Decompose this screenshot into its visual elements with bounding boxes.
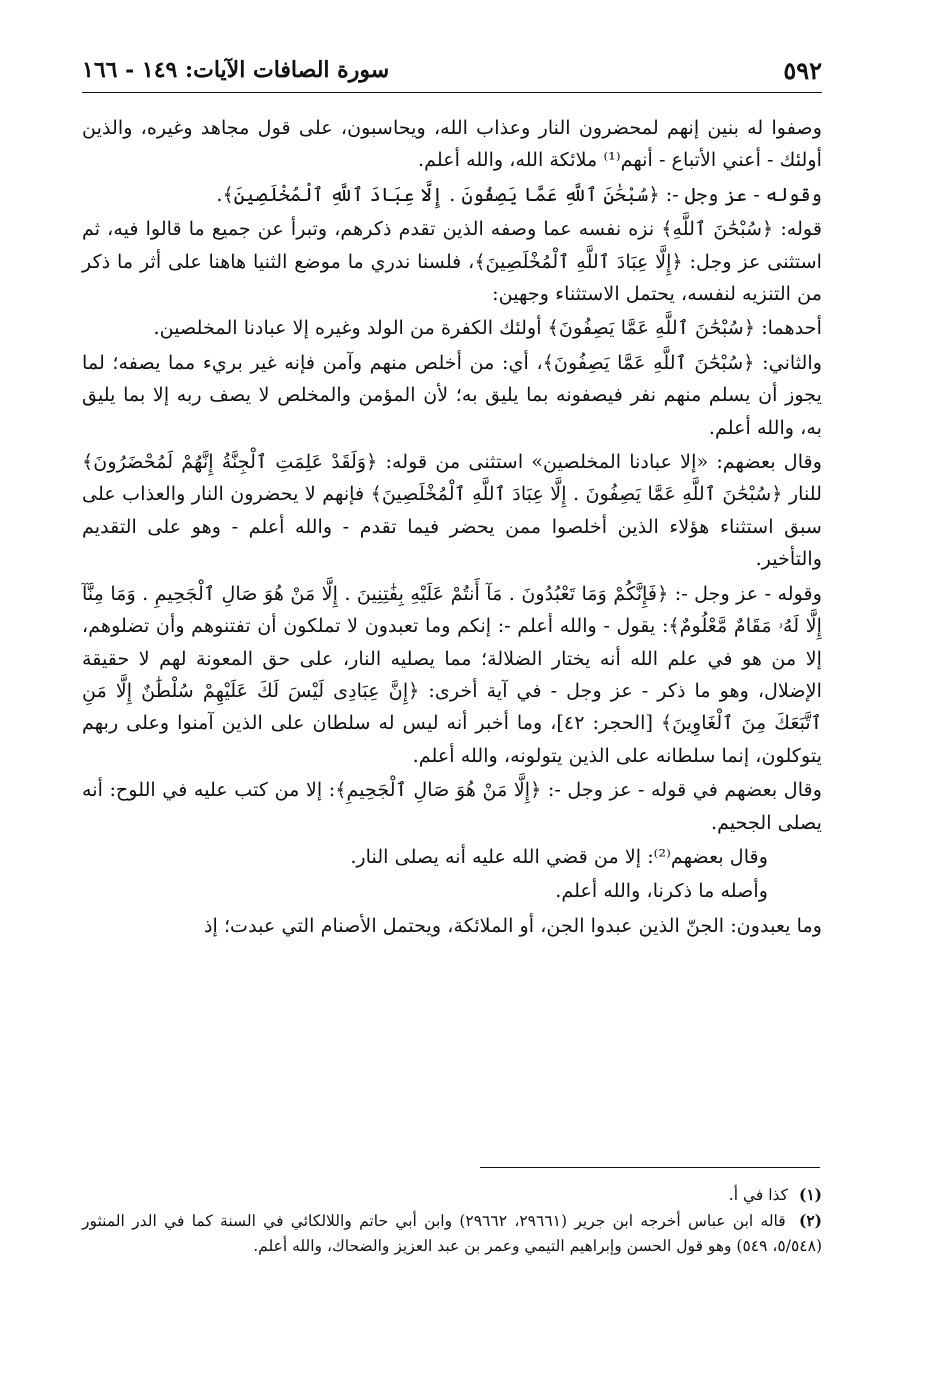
footnote-mark: (١) — [798, 1185, 822, 1204]
paragraph: وقوله - عز وجل -: ﴿سُبْحَٰنَ ٱللَّهِ عَمَّا يَصِفُونَ . إِلَّا عِبَادَ ٱللَّهِ ٱلْمُخْلَصِينَ﴾. — [216, 182, 822, 206]
paragraph: أحدهما: ﴿سُبْحَٰنَ ٱللَّهِ عَمَّا يَصِفُونَ﴾ أولئك الكفرة من الولد وغيره إلا عبادنا المخلصين. — [153, 316, 822, 340]
paragraph: وأصله ما ذكرنا، والله أعلم. — [555, 879, 768, 903]
paragraph: وما يعبدون: الجنّ الذين عبدوا الجن، أو الملائكة، ويحتمل الأصنام التي عبدت؛ إذ — [203, 913, 822, 937]
running-header — [82, 52, 822, 88]
footnote-rule — [480, 1167, 820, 1168]
footnote-text: كذا في أ. — [728, 1186, 789, 1204]
footnote — [82, 1208, 822, 1259]
paragraph: وقوله - عز وجل -: ﴿فَإِنَّكُمْ وَمَا تَعْبُدُونَ . مَآ أَنتُمْ عَلَيْهِ بِفَٰتِنِينَ . إِلَّا مَنْ هُوَ صَالِ ٱلْجَحِيمِ . وَمَا مِنَّآ إِلَّا لَهُۥ مَقَامٌ مَّعْلُومٌ﴾: يقول - والله أعلم -: إنكم وما تعبدون لا تملكون أن تفتنوهم وأن تضلوهم، إلا من هو في علم الله أنه يختار الضلالة؛ مما يصليه النار، على حق المعونة لهم لا حقيقة الإضلال، وهو ما ذكر - عز وجل - في آية أخرى: ﴿إِنَّ عِبَادِى لَيْسَ لَكَ عَلَيْهِمْ سُلْطَٰنٌ إِلَّا مَنِ ٱتَّبَعَكَ مِنَ ٱلْغَاوِينَ﴾ [الحجر: ٤٢]، وما أخبر أنه ليس له سلطان على الذين آمنوا وعلى ربهم يتوكلون، إنما سلطانه على الذين يتولونه، والله أعلم. — [82, 581, 823, 767]
header-rule — [82, 92, 822, 93]
main-text — [82, 112, 822, 944]
paragraph: وصفوا له بنين إنهم لمحضرون النار وعذاب الله، ويحاسبون، على قول مجاهد وغيره، والذين أولئك - أعني الأتباع - أنهم⁽¹⁾ ملائكة الله، والله أعلم. — [82, 116, 822, 172]
surah-title: سورة الصافات الآيات: ١٤٩ - ١٦٦ — [82, 57, 390, 83]
paragraph: وقال بعضهم⁽²⁾: إلا من قضي الله عليه أنه يصلى النار. — [350, 844, 768, 868]
paragraph: وقال بعضهم: «إلا عبادنا المخلصين» استثنى من قوله: ﴿وَلَقَدْ عَلِمَتِ ٱلْجِنَّةُ إِنَّهُمْ لَمُحْضَرُونَ﴾ للنار ﴿سُبْحَٰنَ ٱللَّهِ عَمَّا يَصِفُونَ . إِلَّا عِبَادَ ٱللَّهِ ٱلْمُخْلَصِينَ﴾ فإنهم لا يحضرون النار والعذاب على سبق استثناء هؤلاء الذين أخلصوا ممن يحضر فيما تقدم - والله أعلم - وهو على التقديم والتأخير. — [82, 450, 822, 571]
footnotes — [82, 1182, 822, 1259]
paragraph: قوله: ﴿سُبْحَٰنَ ٱللَّهِ﴾ نزه نفسه عما وصفه الذين تقدم ذكرهم، وتبرأ عن جميع ما قالوا فيه، ثم استثنى عز وجل: ﴿إِلَّا عِبَادَ ٱللَّهِ ٱلْمُخْلَصِينَ﴾، فلسنا ندري ما موضع الثنيا هاهنا على أثر ما ذكر من التنزيه لنفسه، يحتمل الاستثناء وجهين: — [82, 217, 822, 306]
paragraph: والثاني: ﴿سُبْحَٰنَ ٱللَّهِ عَمَّا يَصِفُونَ﴾، أي: من أخلص منهم وآمن فإنه غير بريء مما يصفه؛ لما يجوز أن يسلم منهم نفر فيصفونه بما يليق به؛ لأن المؤمن والمخلص لا يصف ربه إلا بما يليق به، والله أعلم. — [82, 350, 822, 439]
footnote-mark: (٢) — [798, 1211, 822, 1230]
paragraph: وقال بعضهم في قوله - عز وجل -: ﴿إِلَّا مَنْ هُوَ صَالِ ٱلْجَحِيمِ﴾: إلا من كتب عليه في اللوح: أنه يصلى الجحيم. — [82, 778, 822, 834]
footnote-text: قاله ابن عباس أخرجه ابن جرير (٢٩٦٦١، ٢٩٦٦٢) وابن أبي حاتم واللالكائي في السنة كما في الدر المنثور (٥/٥٤٨، ٥٤٩) وهو قول الحسن وإبراهيم التيمي وعمر بن عبد العزيز والضحاك، والله أعلم. — [82, 1212, 822, 1255]
footnote — [82, 1182, 822, 1208]
page-number: ٥٩٢ — [783, 55, 822, 85]
